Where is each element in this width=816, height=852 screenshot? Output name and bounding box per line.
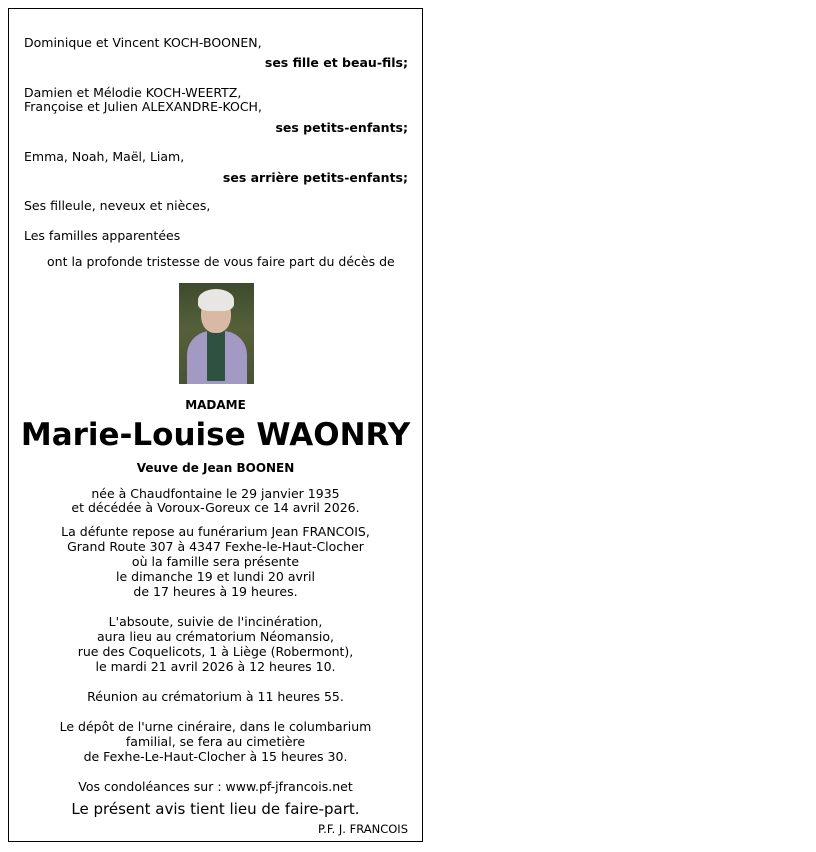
honorific: MADAME	[185, 398, 246, 412]
family-line-great-grandchildren: Emma, Noah, Maël, Liam,	[24, 149, 185, 164]
absolution-line-2: aura lieu au crématorium Néomansio,	[97, 629, 334, 644]
announcement-line: ont la profonde tristesse de vous faire part du décès de	[47, 254, 395, 269]
rest-line-1: La défunte repose au funérarium Jean FRANCOIS,	[61, 524, 370, 539]
urn-line-2: familial, se fera au cimetière	[125, 734, 306, 749]
meeting-line: Réunion au crématorium à 11 heures 55.	[87, 689, 344, 704]
notice-line: Le présent avis tient lieu de faire-part.	[71, 800, 360, 818]
absolution-line-4: le mardi 21 avril 2026 à 12 heures 10.	[95, 659, 336, 674]
birth-line: née à Chaudfontaine le 29 janvier 1935	[91, 486, 340, 501]
relation-grandchildren: ses petits-enfants;	[275, 120, 408, 135]
urn-line-1: Le dépôt de l'urne cinéraire, dans le columbarium	[59, 719, 372, 734]
family-line-children: Dominique et Vincent KOCH-BOONEN,	[24, 35, 262, 50]
relation-great-grandchildren: ses arrière petits-enfants;	[222, 170, 408, 185]
rest-line-2: Grand Route 307 à 4347 Fexhe-le-Haut-Clocher	[67, 539, 364, 554]
rest-line-3: où la famille sera présente	[131, 554, 300, 569]
urn-line-3: de Fexhe-Le-Haut-Clocher à 15 heures 30.	[83, 749, 348, 764]
family-line-grandchildren-1: Damien et Mélodie KOCH-WEERTZ,	[24, 85, 242, 100]
absolution-line-3: rue des Coquelicots, 1 à Liège (Robermont),	[77, 644, 354, 659]
deceased-name: Marie-Louise WAONRY	[20, 417, 411, 453]
condolences-link[interactable]: Vos condoléances sur : www.pf-jfrancois.net	[78, 779, 353, 794]
rest-line-5: de 17 heures à 19 heures.	[133, 584, 298, 599]
family-line-godchildren: Ses filleule, neveux et nièces,	[24, 198, 211, 213]
widow-line: Veuve de Jean BOONEN	[136, 461, 295, 475]
deceased-photo	[179, 283, 254, 384]
funeral-home-signature: P.F. J. FRANCOIS	[318, 822, 408, 836]
family-line-grandchildren-2: Françoise et Julien ALEXANDRE-KOCH,	[24, 99, 262, 114]
death-line: et décédée à Voroux-Goreux ce 14 avril 2026.	[71, 500, 360, 515]
obituary-card	[8, 8, 423, 842]
absolution-line-1: L'absoute, suivie de l'incinération,	[108, 614, 323, 629]
family-line-relatives: Les familles apparentées	[24, 228, 181, 243]
rest-line-4: le dimanche 19 et lundi 20 avril	[116, 569, 315, 584]
relation-children: ses fille et beau-fils;	[264, 55, 408, 70]
